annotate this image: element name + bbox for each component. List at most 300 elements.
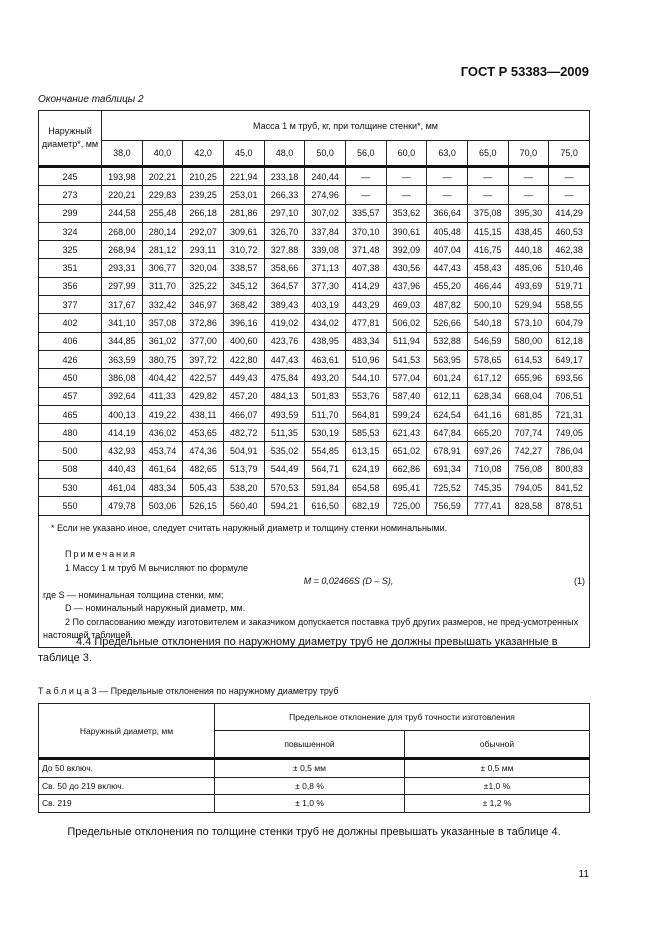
mass-cell: 594,21 bbox=[264, 497, 305, 515]
mass-cell: 526,66 bbox=[427, 314, 468, 332]
thickness-header: 38,0 bbox=[102, 141, 143, 167]
mass-cell: 280,14 bbox=[142, 222, 183, 240]
diameter-cell: 406 bbox=[39, 332, 102, 350]
mass-cell: 400,13 bbox=[102, 405, 143, 423]
diameter-cell: 324 bbox=[39, 222, 102, 240]
mass-cell: 668,04 bbox=[508, 387, 549, 405]
mass-cell: 443,29 bbox=[345, 296, 386, 314]
mass-cell: 392,09 bbox=[386, 241, 427, 259]
mass-cell: 447,43 bbox=[427, 259, 468, 277]
mass-cell: 678,91 bbox=[427, 442, 468, 460]
mass-cell: 706,51 bbox=[549, 387, 590, 405]
mass-cell: 662,86 bbox=[386, 460, 427, 478]
deviation-cell: ± 0,8 % bbox=[215, 777, 405, 795]
mass-cell: 364,57 bbox=[264, 277, 305, 295]
mass-cell: 591,84 bbox=[305, 479, 346, 497]
mass-cell: 504,91 bbox=[223, 442, 264, 460]
mass-cell: 513,79 bbox=[223, 460, 264, 478]
mass-cell: 370,10 bbox=[345, 222, 386, 240]
mass-cell: 353,62 bbox=[386, 204, 427, 222]
mass-cell: 335,57 bbox=[345, 204, 386, 222]
mass-cell: 457,20 bbox=[223, 387, 264, 405]
diameter-cell: 465 bbox=[39, 405, 102, 423]
mass-cell: 749,05 bbox=[549, 424, 590, 442]
thickness-header: 42,0 bbox=[183, 141, 224, 167]
mass-cell: 466,07 bbox=[223, 405, 264, 423]
mass-cell: 423,76 bbox=[264, 332, 305, 350]
thickness-header: 75,0 bbox=[549, 141, 590, 167]
mass-cell: 419,22 bbox=[142, 405, 183, 423]
diameter-cell: 402 bbox=[39, 314, 102, 332]
formula: M = 0,02466S (D – S), bbox=[303, 576, 394, 587]
diameter-cell: 508 bbox=[39, 460, 102, 478]
mass-cell: — bbox=[427, 186, 468, 204]
mass-cell: 306,77 bbox=[142, 259, 183, 277]
mass-cell: 510,46 bbox=[549, 259, 590, 277]
mass-cell: — bbox=[467, 186, 508, 204]
mass-cell: 624,19 bbox=[345, 460, 386, 478]
mass-cell: 560,40 bbox=[223, 497, 264, 515]
mass-cell: 422,57 bbox=[183, 369, 224, 387]
thickness-header: 50,0 bbox=[305, 141, 346, 167]
table3 bbox=[38, 703, 590, 813]
mass-cell: 483,34 bbox=[142, 479, 183, 497]
mass-cell: 725,52 bbox=[427, 479, 468, 497]
mass-cell: 878,51 bbox=[549, 497, 590, 515]
mass-cell: 756,59 bbox=[427, 497, 468, 515]
mass-cell: 458,43 bbox=[467, 259, 508, 277]
diameter-cell: 530 bbox=[39, 479, 102, 497]
mass-cell: 613,15 bbox=[345, 442, 386, 460]
mass-cell: 510,96 bbox=[345, 350, 386, 368]
formula-number: (1) bbox=[574, 576, 585, 587]
mass-cell: 505,43 bbox=[183, 479, 224, 497]
mass-cell: 430,56 bbox=[386, 259, 427, 277]
mass-cell: 621,43 bbox=[386, 424, 427, 442]
deviation-cell: ± 0,5 мм bbox=[215, 759, 405, 778]
mass-cell: 540,18 bbox=[467, 314, 508, 332]
diameter-cell: 426 bbox=[39, 350, 102, 368]
mass-cell: 193,98 bbox=[102, 167, 143, 186]
mass-cell: 244,58 bbox=[102, 204, 143, 222]
mass-cell: 544,49 bbox=[264, 460, 305, 478]
table2 bbox=[38, 110, 590, 648]
mass-cell: 800,83 bbox=[549, 460, 590, 478]
mass-cell: 372,86 bbox=[183, 314, 224, 332]
mass-cell: 407,38 bbox=[345, 259, 386, 277]
mass-cell: 599,24 bbox=[386, 405, 427, 423]
paragraph-4-4: 4.4 Предельные отклонения по наружному диаметру труб не должны превышать указанные в таблице 3. bbox=[38, 636, 558, 664]
mass-cell: 612,18 bbox=[549, 332, 590, 350]
mass-cell: 395,30 bbox=[508, 204, 549, 222]
mass-cell: 641,16 bbox=[467, 405, 508, 423]
mass-cell: 375,08 bbox=[467, 204, 508, 222]
mass-cell: 707,74 bbox=[508, 424, 549, 442]
mass-cell: 794,05 bbox=[508, 479, 549, 497]
mass-cell: 368,42 bbox=[223, 296, 264, 314]
where-s: где S — номинальная толщина стенки, мм; bbox=[43, 589, 224, 600]
thickness-header: 45,0 bbox=[223, 141, 264, 167]
mass-cell: 482,65 bbox=[183, 460, 224, 478]
mass-cell: 281,86 bbox=[223, 204, 264, 222]
mass-cell: 745,35 bbox=[467, 479, 508, 497]
mass-cell: 462,38 bbox=[549, 241, 590, 259]
mass-cell: 493,69 bbox=[508, 277, 549, 295]
mass-cell: 474,36 bbox=[183, 442, 224, 460]
table-row bbox=[39, 369, 590, 387]
mass-cell: 438,95 bbox=[305, 332, 346, 350]
mass-cell: 483,34 bbox=[345, 332, 386, 350]
mass-cell: 317,67 bbox=[102, 296, 143, 314]
mass-cell: 577,04 bbox=[386, 369, 427, 387]
thickness-header: 40,0 bbox=[142, 141, 183, 167]
mass-cell: 407,04 bbox=[427, 241, 468, 259]
mass-cell: 538,20 bbox=[223, 479, 264, 497]
mass-cell: 697,26 bbox=[467, 442, 508, 460]
mass-cell: 440,18 bbox=[508, 241, 549, 259]
mass-header: Масса 1 м труб, кг, при толщине стенки*, мм bbox=[102, 111, 590, 141]
mass-cell: 580,00 bbox=[508, 332, 549, 350]
mass-cell: 422,80 bbox=[223, 350, 264, 368]
mass-cell: 339,08 bbox=[305, 241, 346, 259]
table3-caption: Т а б л и ц а 3 — Предельные отклонения по наружному диаметру труб bbox=[38, 686, 339, 696]
t3-col-normal: обычной bbox=[405, 731, 590, 759]
mass-cell: 466,44 bbox=[467, 277, 508, 295]
mass-cell: 649,17 bbox=[549, 350, 590, 368]
note-1: 1 Массу 1 м труб M вычисляют по формуле bbox=[65, 562, 248, 573]
mass-cell: 346,97 bbox=[183, 296, 224, 314]
diameter-range-cell: Св. 50 до 219 включ. bbox=[39, 777, 215, 795]
mass-cell: 440,43 bbox=[102, 460, 143, 478]
mass-cell: 461,64 bbox=[142, 460, 183, 478]
table-row bbox=[39, 442, 590, 460]
mass-cell: 357,08 bbox=[142, 314, 183, 332]
table-row bbox=[39, 460, 590, 478]
diameter-cell: 480 bbox=[39, 424, 102, 442]
diameter-cell: 500 bbox=[39, 442, 102, 460]
mass-cell: — bbox=[345, 186, 386, 204]
mass-cell: 438,11 bbox=[183, 405, 224, 423]
mass-cell: 587,40 bbox=[386, 387, 427, 405]
table2-notes bbox=[39, 515, 590, 647]
mass-cell: 403,19 bbox=[305, 296, 346, 314]
mass-cell: 429,82 bbox=[183, 387, 224, 405]
mass-cell: 380,75 bbox=[142, 350, 183, 368]
mass-cell: 463,61 bbox=[305, 350, 346, 368]
thickness-header: 56,0 bbox=[345, 141, 386, 167]
mass-cell: 358,66 bbox=[264, 259, 305, 277]
mass-cell: 500,10 bbox=[467, 296, 508, 314]
mass-cell: 389,43 bbox=[264, 296, 305, 314]
mass-cell: 655,96 bbox=[508, 369, 549, 387]
mass-cell: 310,72 bbox=[223, 241, 264, 259]
mass-cell: 361,02 bbox=[142, 332, 183, 350]
mass-cell: 519,71 bbox=[549, 277, 590, 295]
mass-cell: 386,08 bbox=[102, 369, 143, 387]
mass-cell: 477,81 bbox=[345, 314, 386, 332]
mass-cell: 535,02 bbox=[264, 442, 305, 460]
thickness-header: 48,0 bbox=[264, 141, 305, 167]
page-number: 11 bbox=[578, 869, 589, 880]
table-row bbox=[39, 277, 590, 295]
mass-cell: 447,43 bbox=[264, 350, 305, 368]
mass-cell: 438,45 bbox=[508, 222, 549, 240]
table-row bbox=[39, 167, 590, 186]
mass-cell: 325,22 bbox=[183, 277, 224, 295]
mass-cell: 469,03 bbox=[386, 296, 427, 314]
mass-cell: 617,12 bbox=[467, 369, 508, 387]
mass-cell: 585,53 bbox=[345, 424, 386, 442]
diameter-cell: 299 bbox=[39, 204, 102, 222]
mass-cell: 530,19 bbox=[305, 424, 346, 442]
mass-cell: 647,84 bbox=[427, 424, 468, 442]
mass-cell: — bbox=[345, 167, 386, 186]
mass-cell: 651,02 bbox=[386, 442, 427, 460]
mass-cell: 434,02 bbox=[305, 314, 346, 332]
mass-cell: 337,84 bbox=[305, 222, 346, 240]
mass-cell: 221,94 bbox=[223, 167, 264, 186]
mass-cell: 414,19 bbox=[102, 424, 143, 442]
table-row bbox=[39, 186, 590, 204]
mass-cell: 526,15 bbox=[183, 497, 224, 515]
mass-cell: 532,88 bbox=[427, 332, 468, 350]
thickness-header: 65,0 bbox=[467, 141, 508, 167]
mass-cell: 397,72 bbox=[183, 350, 224, 368]
mass-cell: 327,88 bbox=[264, 241, 305, 259]
mass-cell: 455,20 bbox=[427, 277, 468, 295]
mass-cell: 396,16 bbox=[223, 314, 264, 332]
mass-cell: 311,70 bbox=[142, 277, 183, 295]
table-row bbox=[39, 350, 590, 368]
mass-cell: 268,00 bbox=[102, 222, 143, 240]
mass-cell: 563,95 bbox=[427, 350, 468, 368]
diameter-cell: 450 bbox=[39, 369, 102, 387]
diameter-range-cell: Св. 219 bbox=[39, 795, 215, 813]
mass-cell: 570,53 bbox=[264, 479, 305, 497]
mass-cell: — bbox=[386, 186, 427, 204]
mass-cell: 511,94 bbox=[386, 332, 427, 350]
mass-cell: 274,96 bbox=[305, 186, 346, 204]
mass-cell: 614,53 bbox=[508, 350, 549, 368]
mass-cell: 503,06 bbox=[142, 497, 183, 515]
table-row bbox=[39, 424, 590, 442]
paragraph-wall-thickness: Предельные отклонения по толщине стенки труб не должны превышать указанные в таблице 4. bbox=[67, 826, 561, 838]
mass-cell: 432,93 bbox=[102, 442, 143, 460]
table-row bbox=[39, 497, 590, 515]
mass-cell: 541,53 bbox=[386, 350, 427, 368]
diameter-header: Наружный диаметр*, мм bbox=[39, 111, 102, 167]
mass-cell: 511,35 bbox=[264, 424, 305, 442]
mass-cell: 307,02 bbox=[305, 204, 346, 222]
mass-cell: 416,75 bbox=[467, 241, 508, 259]
mass-cell: 363,59 bbox=[102, 350, 143, 368]
mass-cell: 338,57 bbox=[223, 259, 264, 277]
mass-cell: 202,21 bbox=[142, 167, 183, 186]
mass-cell: 255,48 bbox=[142, 204, 183, 222]
table-row bbox=[39, 759, 590, 778]
mass-cell: 419,02 bbox=[264, 314, 305, 332]
mass-cell: 453,74 bbox=[142, 442, 183, 460]
mass-cell: 253,01 bbox=[223, 186, 264, 204]
diameter-cell: 377 bbox=[39, 296, 102, 314]
mass-cell: 564,71 bbox=[305, 460, 346, 478]
deviation-cell: ± 0,5 мм bbox=[405, 759, 590, 778]
table-row bbox=[39, 204, 590, 222]
mass-cell: 546,59 bbox=[467, 332, 508, 350]
footnote: * Если не указано иное, следует считать наружный диаметр и толщину стенки номинальными. bbox=[51, 522, 448, 533]
mass-cell: 511,70 bbox=[305, 405, 346, 423]
mass-cell: 390,61 bbox=[386, 222, 427, 240]
mass-cell: 332,42 bbox=[142, 296, 183, 314]
mass-cell: 411,33 bbox=[142, 387, 183, 405]
mass-cell: 479,78 bbox=[102, 497, 143, 515]
mass-cell: 366,64 bbox=[427, 204, 468, 222]
mass-cell: 612,11 bbox=[427, 387, 468, 405]
mass-cell: 682,19 bbox=[345, 497, 386, 515]
mass-cell: 404,42 bbox=[142, 369, 183, 387]
table-row bbox=[39, 387, 590, 405]
mass-cell: 377,00 bbox=[183, 332, 224, 350]
mass-cell: 292,07 bbox=[183, 222, 224, 240]
mass-cell: 320,04 bbox=[183, 259, 224, 277]
mass-cell: 506,02 bbox=[386, 314, 427, 332]
mass-cell: 628,34 bbox=[467, 387, 508, 405]
mass-cell: 475,84 bbox=[264, 369, 305, 387]
mass-cell: 461,04 bbox=[102, 479, 143, 497]
diameter-cell: 245 bbox=[39, 167, 102, 186]
t3-group-header: Предельное отклонение для труб точности изготовления bbox=[215, 704, 590, 731]
note-2: 2 По согласованию между изготовителем и заказчиком допускается поставка труб других размеров, не пред-усмотренных настоящей таблицей. bbox=[43, 616, 579, 641]
table2-caption: Окончание таблицы 2 bbox=[38, 94, 144, 105]
mass-cell: 266,33 bbox=[264, 186, 305, 204]
mass-cell: 436,02 bbox=[142, 424, 183, 442]
mass-cell: 544,10 bbox=[345, 369, 386, 387]
mass-cell: 573,10 bbox=[508, 314, 549, 332]
mass-cell: 493,59 bbox=[264, 405, 305, 423]
mass-cell: 777,41 bbox=[467, 497, 508, 515]
table-row bbox=[39, 241, 590, 259]
mass-cell: 693,56 bbox=[549, 369, 590, 387]
mass-cell: 309,61 bbox=[223, 222, 264, 240]
mass-cell: 371,13 bbox=[305, 259, 346, 277]
mass-cell: 345,12 bbox=[223, 277, 264, 295]
mass-cell: 616,50 bbox=[305, 497, 346, 515]
table-row bbox=[39, 479, 590, 497]
mass-cell: 828,58 bbox=[508, 497, 549, 515]
mass-cell: — bbox=[549, 167, 590, 186]
mass-cell: 344,85 bbox=[102, 332, 143, 350]
diameter-cell: 351 bbox=[39, 259, 102, 277]
mass-cell: 553,76 bbox=[345, 387, 386, 405]
mass-cell: 460,53 bbox=[549, 222, 590, 240]
where-d: D — номинальный наружный диаметр, мм. bbox=[65, 603, 246, 614]
mass-cell: 841,52 bbox=[549, 479, 590, 497]
mass-cell: 691,34 bbox=[427, 460, 468, 478]
t3-diameter-header: Наружный диаметр, мм bbox=[39, 704, 215, 759]
thickness-header: 63,0 bbox=[427, 141, 468, 167]
table-row bbox=[39, 405, 590, 423]
mass-cell: 484,13 bbox=[264, 387, 305, 405]
mass-cell: 558,55 bbox=[549, 296, 590, 314]
deviation-cell: ± 1,0 % bbox=[215, 795, 405, 813]
mass-cell: 554,85 bbox=[305, 442, 346, 460]
mass-cell: 721,31 bbox=[549, 405, 590, 423]
thickness-header: 70,0 bbox=[508, 141, 549, 167]
mass-cell: 695,41 bbox=[386, 479, 427, 497]
mass-cell: 405,48 bbox=[427, 222, 468, 240]
mass-cell: 371,48 bbox=[345, 241, 386, 259]
mass-cell: 415,15 bbox=[467, 222, 508, 240]
mass-cell: 268,94 bbox=[102, 241, 143, 259]
mass-cell: — bbox=[467, 167, 508, 186]
deviation-cell: ± 1,2 % bbox=[405, 795, 590, 813]
mass-cell: 239,25 bbox=[183, 186, 224, 204]
mass-cell: 564,81 bbox=[345, 405, 386, 423]
mass-cell: 229,83 bbox=[142, 186, 183, 204]
mass-cell: 453,65 bbox=[183, 424, 224, 442]
mass-cell: 624,54 bbox=[427, 405, 468, 423]
diameter-cell: 325 bbox=[39, 241, 102, 259]
mass-cell: 293,31 bbox=[102, 259, 143, 277]
mass-cell: 240,44 bbox=[305, 167, 346, 186]
mass-cell: 756,08 bbox=[508, 460, 549, 478]
table-row bbox=[39, 296, 590, 314]
thickness-header: 60,0 bbox=[386, 141, 427, 167]
mass-cell: 326,70 bbox=[264, 222, 305, 240]
table-row bbox=[39, 332, 590, 350]
mass-cell: 233,18 bbox=[264, 167, 305, 186]
mass-cell: 501,83 bbox=[305, 387, 346, 405]
mass-cell: 482,72 bbox=[223, 424, 264, 442]
mass-cell: 601,24 bbox=[427, 369, 468, 387]
mass-cell: 654,58 bbox=[345, 479, 386, 497]
mass-cell: 493,20 bbox=[305, 369, 346, 387]
mass-cell: 742,27 bbox=[508, 442, 549, 460]
mass-cell: 487,82 bbox=[427, 296, 468, 314]
table-row bbox=[39, 259, 590, 277]
mass-cell: 485,06 bbox=[508, 259, 549, 277]
mass-cell: 437,96 bbox=[386, 277, 427, 295]
mass-cell: — bbox=[508, 167, 549, 186]
diameter-cell: 356 bbox=[39, 277, 102, 295]
document-code: ГОСТ Р 53383—2009 bbox=[460, 64, 589, 79]
diameter-cell: 457 bbox=[39, 387, 102, 405]
mass-cell: 297,99 bbox=[102, 277, 143, 295]
mass-cell: 297,10 bbox=[264, 204, 305, 222]
diameter-cell: 550 bbox=[39, 497, 102, 515]
mass-cell: 220,21 bbox=[102, 186, 143, 204]
table-row bbox=[39, 314, 590, 332]
t3-col-high: повышенной bbox=[215, 731, 405, 759]
table-row bbox=[39, 795, 590, 813]
table-row bbox=[39, 222, 590, 240]
mass-cell: 400,60 bbox=[223, 332, 264, 350]
mass-cell: 449,43 bbox=[223, 369, 264, 387]
mass-cell: 341,10 bbox=[102, 314, 143, 332]
mass-cell: 578,65 bbox=[467, 350, 508, 368]
mass-cell: — bbox=[508, 186, 549, 204]
mass-cell: 293,11 bbox=[183, 241, 224, 259]
mass-cell: 414,29 bbox=[549, 204, 590, 222]
mass-cell: 681,85 bbox=[508, 405, 549, 423]
mass-cell: 665,20 bbox=[467, 424, 508, 442]
mass-cell: 210,25 bbox=[183, 167, 224, 186]
notes-title: Примечания bbox=[65, 549, 137, 560]
mass-cell: 377,30 bbox=[305, 277, 346, 295]
mass-cell: 392,64 bbox=[102, 387, 143, 405]
mass-cell: 281,12 bbox=[142, 241, 183, 259]
mass-cell: 266,18 bbox=[183, 204, 224, 222]
